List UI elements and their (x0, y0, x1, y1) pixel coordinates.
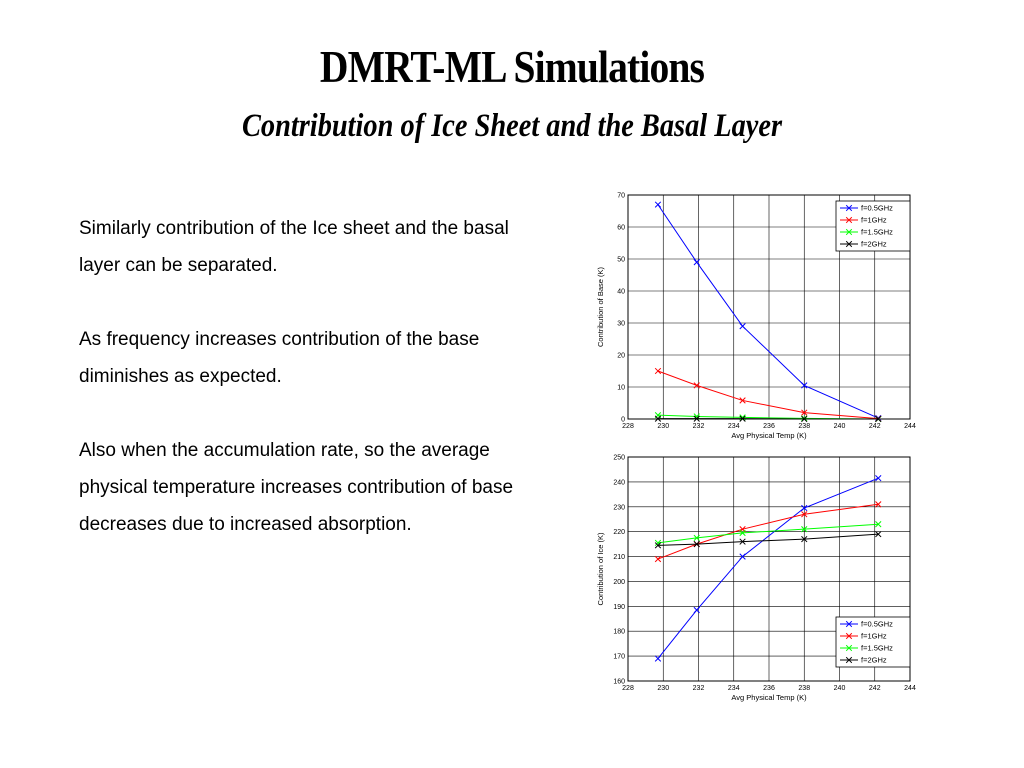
x-tick-label: 238 (798, 423, 811, 430)
x-tick-label: 244 (904, 423, 916, 430)
ice-contribution-chart (590, 450, 930, 710)
x-axis-label: Avg Physical Temp (K) (731, 693, 807, 702)
x-tick-label: 232 (692, 685, 705, 692)
x-tick-label: 236 (763, 685, 775, 692)
legend-label: f=2GHz (861, 239, 887, 249)
y-tick-label: 250 (613, 454, 625, 462)
x-tick-label: 240 (833, 685, 846, 692)
paragraph-1: Similarly contribution of the Ice sheet and the basal layer can be separated. (79, 218, 509, 276)
x-tick-label: 228 (622, 685, 634, 692)
legend (836, 201, 910, 251)
legend-label: f=0.5GHz (861, 619, 893, 629)
x-tick-label: 238 (798, 685, 811, 692)
y-tick-label: 220 (613, 529, 625, 537)
x-tick-label: 232 (692, 423, 705, 430)
x-tick-label: 242 (868, 685, 881, 692)
legend-label: f=1GHz (861, 631, 887, 641)
y-tick-label: 70 (617, 192, 625, 200)
body-text (79, 210, 549, 580)
x-axis-label: Avg Physical Temp (K) (731, 431, 807, 440)
x-tick-label: 230 (657, 685, 670, 692)
y-tick-label: 0 (621, 416, 625, 424)
legend-label: f=1.5GHz (861, 227, 893, 237)
legend-label: f=2GHz (861, 655, 887, 665)
paragraph-2: As frequency increases contribution of the base diminishes as expected. (79, 329, 480, 387)
y-tick-label: 170 (613, 653, 625, 661)
paragraph-3: Also when the accumulation rate, so the average physical temperature increases contribution of base decreases due to increased absorption. (79, 440, 514, 535)
y-tick-label: 50 (617, 256, 625, 264)
x-tick-label: 234 (727, 423, 740, 430)
y-tick-label: 20 (617, 352, 625, 360)
y-tick-label: 240 (613, 479, 625, 487)
y-tick-label: 30 (617, 320, 625, 328)
y-tick-label: 160 (613, 678, 625, 686)
legend-label: f=1.5GHz (861, 643, 893, 653)
y-tick-label: 60 (617, 224, 625, 232)
y-tick-label: 180 (613, 628, 625, 636)
x-tick-label: 234 (727, 685, 740, 692)
slide-title: DMRT-ML Simulations (319, 41, 705, 92)
y-tick-label: 210 (613, 554, 625, 562)
y-tick-label: 40 (617, 288, 625, 296)
x-tick-label: 236 (763, 423, 775, 430)
legend-label: f=1GHz (861, 215, 887, 225)
y-axis-label: Contribution of Ice (K) (596, 532, 605, 606)
x-tick-label: 230 (657, 423, 670, 430)
legend-label: f=0.5GHz (861, 203, 893, 213)
x-tick-label: 242 (868, 423, 881, 430)
y-tick-label: 200 (613, 578, 625, 586)
y-axis-label: Contribution of Base (K) (596, 266, 605, 348)
x-tick-label: 244 (904, 685, 916, 692)
y-tick-label: 190 (613, 603, 625, 611)
slide-subtitle: Contribution of Ice Sheet and the Basal Layer (241, 108, 783, 144)
x-tick-label: 228 (622, 423, 634, 430)
legend (836, 617, 910, 667)
y-tick-label: 230 (613, 504, 625, 512)
base-contribution-chart (590, 188, 930, 448)
y-tick-label: 10 (617, 384, 625, 392)
x-tick-label: 240 (833, 423, 846, 430)
